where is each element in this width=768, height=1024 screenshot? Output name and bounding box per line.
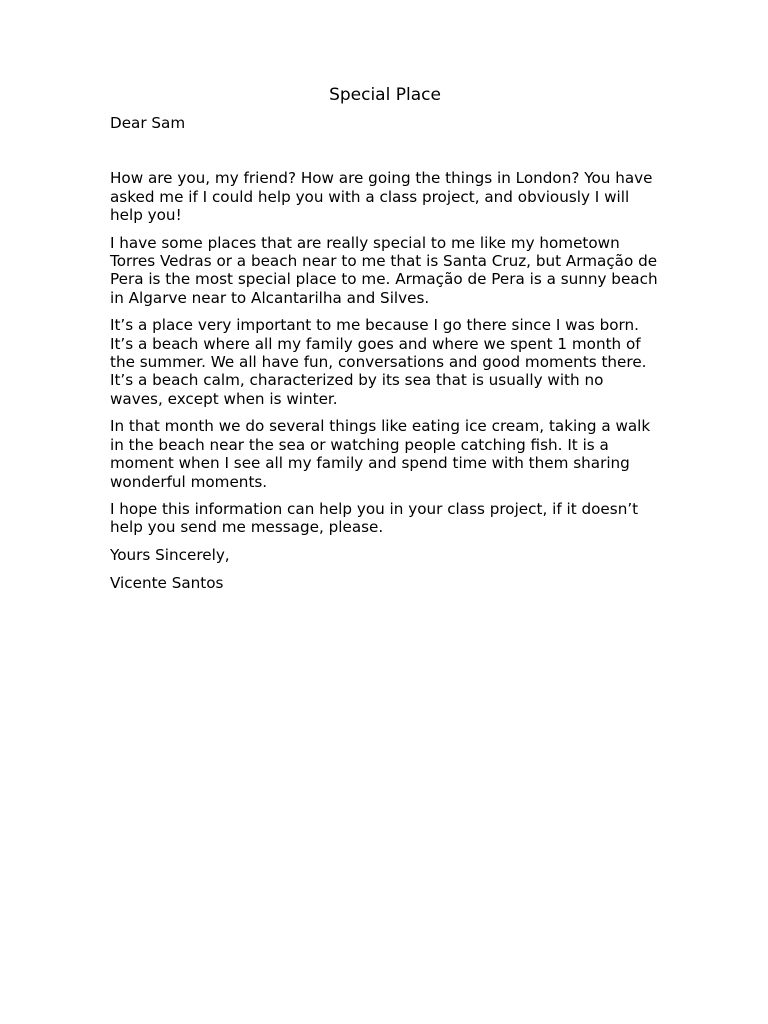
document-title: Special Place xyxy=(329,85,441,105)
salutation: Dear Sam xyxy=(110,114,186,132)
paragraph-2: I have some places that are really special to me like my hometown Torres Vedras or a beach near to me that is Santa Cruz, but Armação de Pera is the most special place to me. Armação de Pera is a sunny beach in Algarve near to Alcantarilha and Silves. xyxy=(110,233,658,307)
paragraph-3: It’s a place very important to me because I go there since I was born. It’s a beach where all my family goes and where we spent 1 month of the summer. We all have fun, conversations and good moments there. It’s a beach calm, characterized by its sea that is usually with no waves, except when is winter. xyxy=(110,316,647,408)
letter-page xyxy=(110,84,660,593)
paragraph-5: I hope this information can help you in your class project, if it doesn’t help you send me message, please. xyxy=(110,499,639,537)
paragraph-1: How are you, my friend? How are going the things in London? You have asked me if I could help you with a class project, and obviously I will help you! xyxy=(110,169,653,225)
closing: Yours Sincerely, xyxy=(110,545,230,564)
paragraph-4: In that month we do several things like eating ice cream, taking a walk in the beach near the sea or watching people catching fish. It is a moment when I see all my family and spend time with them sharing wonderful moments. xyxy=(110,417,651,491)
signature: Vicente Santos xyxy=(110,574,224,593)
